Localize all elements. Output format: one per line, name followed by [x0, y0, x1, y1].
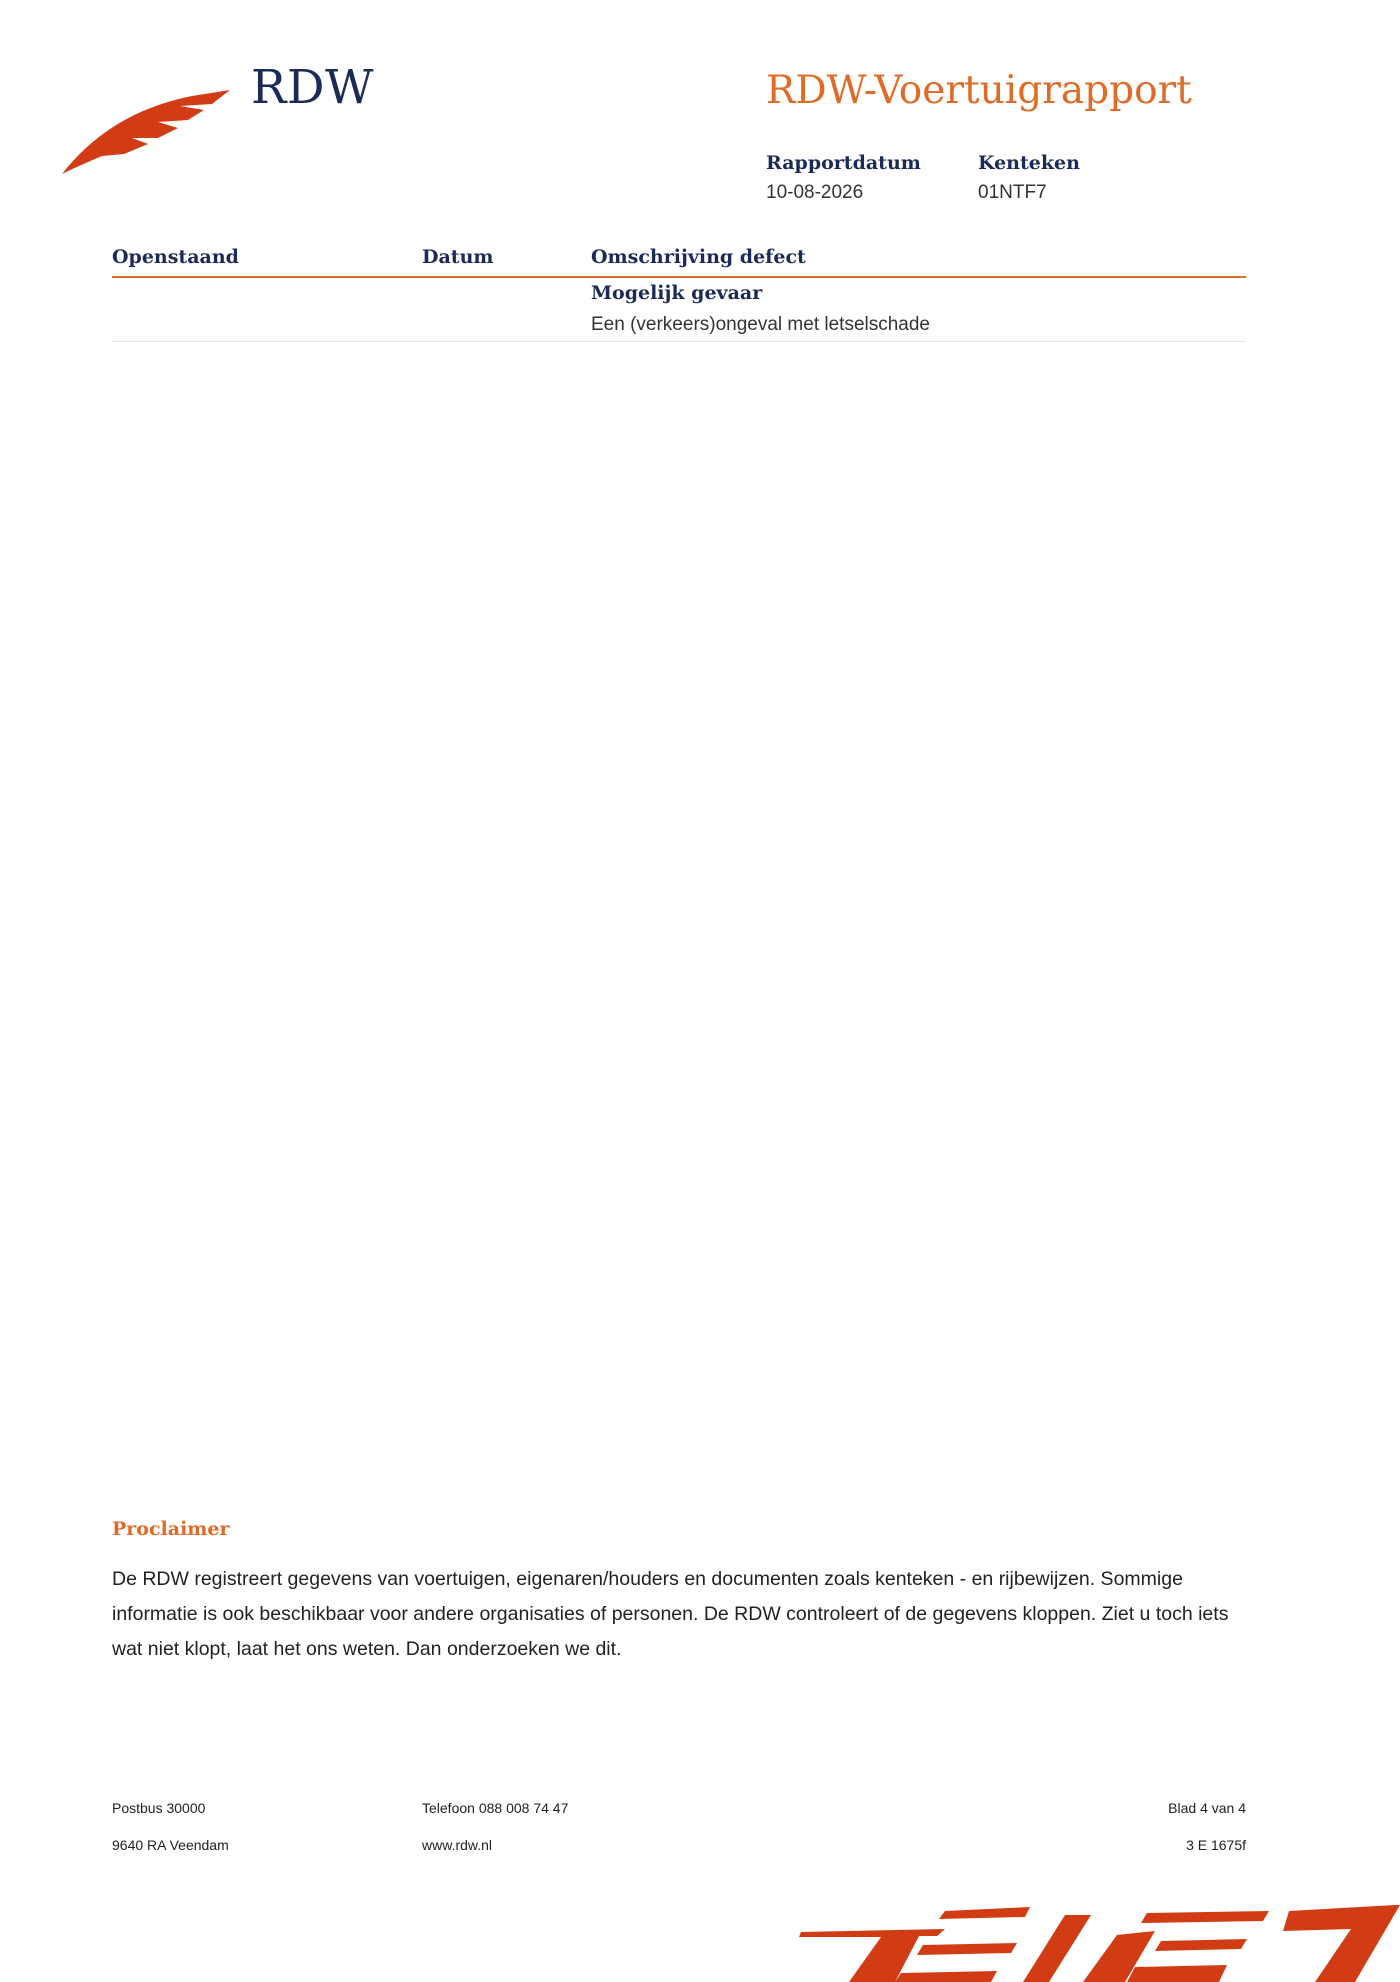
table-header: [112, 246, 1246, 278]
report-date-block: [766, 152, 921, 204]
report-date-value: 10-08-2026: [766, 182, 864, 203]
plate-value: 01NTF7: [978, 182, 1047, 203]
column-header-openstaand: Openstaand: [112, 246, 239, 268]
plate-block: [978, 152, 1080, 204]
proclaimer-body: De RDW registreert gegevens van voertuigen, eigenaren/houders en documenten zoals kenteken - en rijbewijzen. Sommige informatie is ook beschikbaar voor andere organisaties of personen. De RDW controleert of de gegevens kloppen. Ziet u toch iets wat niet klopt, laat het ons weten. Dan onderzoeken we dit.: [112, 1568, 1229, 1660]
risk-description: Een (verkeers)ongeval met letselschade: [591, 314, 931, 335]
column-header-omschrijving: Omschrijving defect: [591, 246, 806, 268]
report-date-label: Rapportdatum: [766, 152, 921, 174]
proclaimer-title: Proclaimer: [112, 1518, 230, 1540]
risk-label: Mogelijk gevaar: [591, 282, 763, 304]
column-header-datum: Datum: [422, 246, 494, 268]
footer-document-code: 3 E 1675f: [1186, 1837, 1246, 1853]
logo-text: RDW: [251, 60, 374, 115]
plate-label: Kenteken: [978, 152, 1080, 174]
footer-website[interactable]: www.rdw.nl: [422, 1837, 493, 1853]
defects-table: [112, 246, 1246, 342]
rdw-wing-logo-icon: [62, 86, 232, 178]
footer-phone: Telefoon 088 008 74 47: [422, 1800, 569, 1816]
footer-address-line2: 9640 RA Veendam: [112, 1837, 229, 1853]
rdw-stripes-icon: [795, 1905, 1400, 1982]
document-title: RDW-Voertuigrapport: [766, 68, 1192, 113]
footer-page-number: Blad 4 van 4: [1168, 1800, 1246, 1816]
table-row: [112, 278, 1246, 342]
footer-address-line1: Postbus 30000: [112, 1800, 206, 1816]
